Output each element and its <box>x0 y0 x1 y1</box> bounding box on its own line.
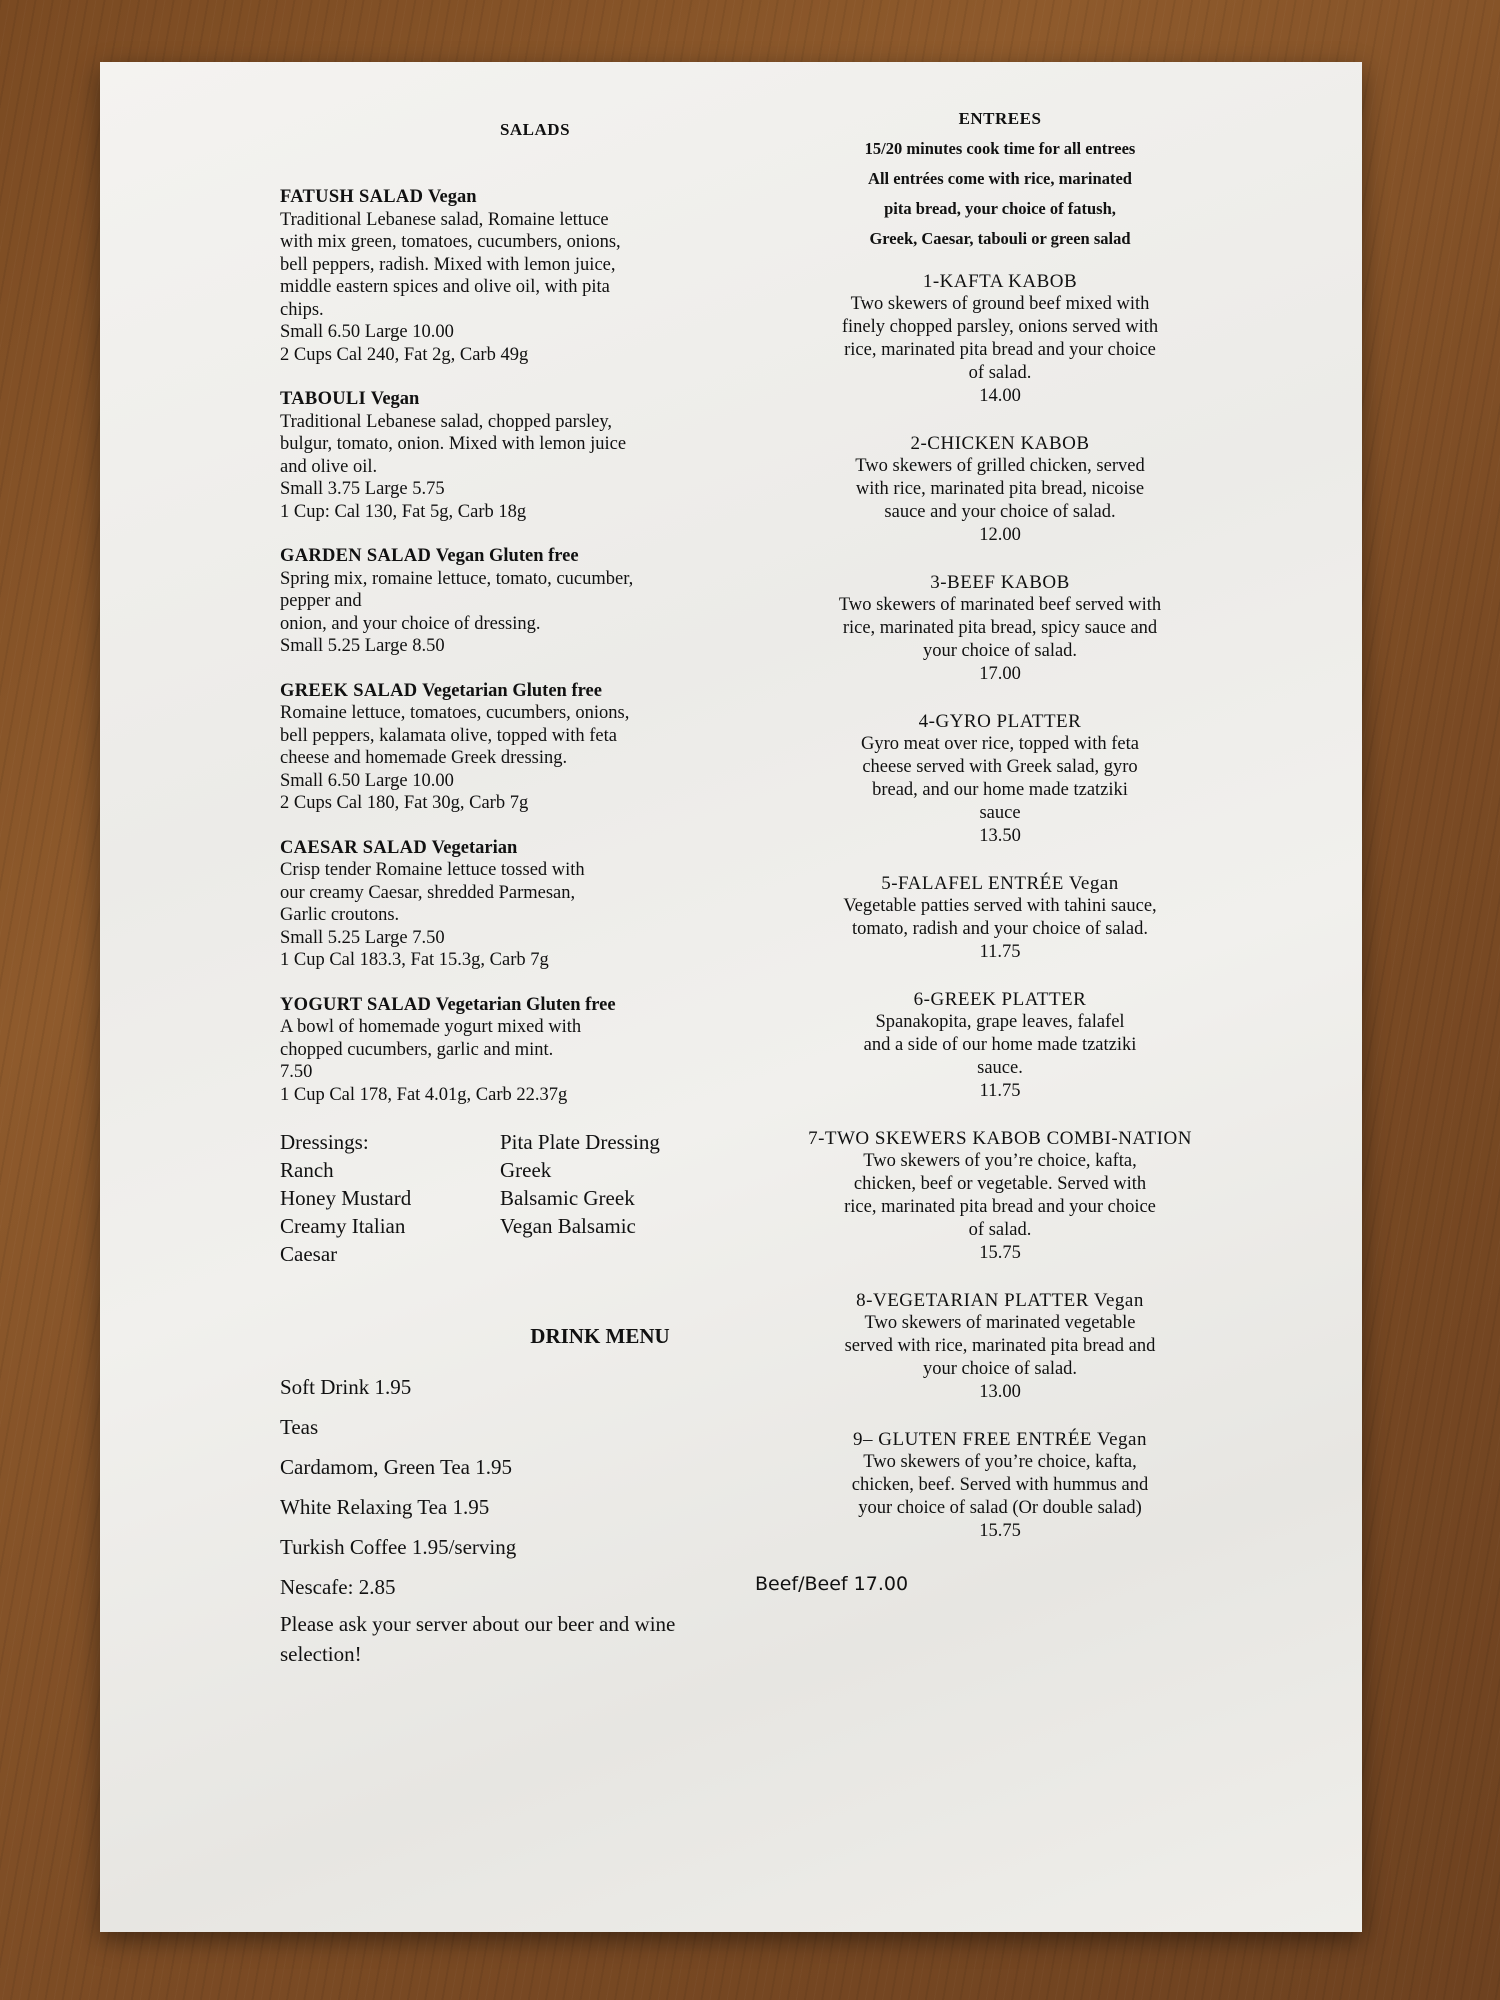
drink-item: Teas <box>280 1415 319 1439</box>
dressing-item: Honey Mustard <box>280 1186 412 1210</box>
salad-tags: Vegetarian Gluten free <box>435 994 616 1015</box>
entree-line: bread, and our home made tzatziki <box>872 780 1128 800</box>
entree-line: tomato, radish and your choice of salad. <box>852 919 1148 939</box>
beer-wine-note: Please ask your server about our beer and wine selection! <box>280 1612 676 1666</box>
entree-item <box>755 710 1245 848</box>
dressing-item: Dressings: <box>280 1130 369 1154</box>
salad-line: chips. <box>280 299 324 320</box>
salad-line: Traditional Lebanese salad, Romaine lettuce <box>280 209 609 230</box>
entree-heading <box>755 710 1245 733</box>
salad-line: Crisp tender Romaine lettuce tossed with <box>280 860 585 880</box>
entree-line: 13.50 <box>979 826 1021 846</box>
salad-line: 2 Cups Cal 180, Fat 30g, Carb 7g <box>280 793 529 813</box>
entree-line: Vegetable patties served with tahini sauce, <box>843 896 1157 916</box>
entree-line: Gyro meat over rice, topped with feta <box>861 734 1139 754</box>
salad-line: Traditional Lebanese salad, chopped parsley, <box>280 411 613 432</box>
entree-name: 3-BEEF KABOB <box>930 572 1070 593</box>
entree-tag: Vegan <box>1093 1290 1144 1311</box>
salad-line: Small 6.50 Large 10.00 <box>280 322 454 342</box>
salad-tags: Vegetarian Gluten free <box>422 680 602 701</box>
entree-heading <box>755 872 1245 895</box>
salad-name: TABOULI <box>280 389 367 409</box>
entree-heading <box>755 432 1245 455</box>
entree-tag: Vegan <box>1096 1429 1147 1450</box>
dressing-item: Caesar <box>280 1242 338 1266</box>
dressing-item: Creamy Italian <box>280 1214 406 1238</box>
salad-tags: Vegan <box>427 187 477 207</box>
entree-line: Two skewers of ground beef mixed with <box>850 294 1150 314</box>
entree-item <box>755 571 1245 686</box>
entree-name: 2-CHICKEN KABOB <box>910 433 1090 454</box>
salad-name: YOGURT SALAD <box>280 994 432 1015</box>
salad-line: bulgur, tomato, onion. Mixed with lemon juice <box>280 434 627 454</box>
salad-name: CAESAR SALAD <box>280 837 428 858</box>
salad-line: onion, and your choice of dressing. <box>280 613 541 634</box>
entree-line: 15.75 <box>979 1521 1021 1541</box>
entree-name: 1-KAFTA KABOB <box>922 271 1078 292</box>
entree-name: 7-TWO SKEWERS KABOB COMBI-NATION <box>808 1128 1192 1149</box>
entree-item <box>755 1289 1245 1404</box>
entrees-title: ENTREES <box>958 109 1042 128</box>
entree-tag: Vegan <box>1068 873 1119 894</box>
entree-line: served with rice, marinated pita bread and <box>844 1336 1156 1356</box>
entree-line: finely chopped parsley, onions served with <box>841 317 1159 337</box>
entree-line: of salad. <box>968 363 1032 383</box>
entree-list <box>755 270 1245 1543</box>
entree-line: sauce <box>979 803 1021 823</box>
dressing-item: Balsamic Greek <box>500 1186 635 1210</box>
salad-name: FATUSH SALAD <box>280 187 424 207</box>
dressings-column-2 <box>500 1128 720 1268</box>
salad-line: Small 5.25 Large 8.50 <box>280 636 445 656</box>
entree-name: 6-GREEK PLATTER <box>913 989 1087 1010</box>
entree-line: 12.00 <box>979 525 1021 545</box>
dressing-item: Greek <box>500 1158 552 1182</box>
entree-line: Two skewers of marinated vegetable <box>864 1313 1136 1333</box>
entree-item <box>755 1428 1245 1543</box>
salad-line: 7.50 <box>280 1062 313 1082</box>
dressing-item: Ranch <box>280 1158 334 1182</box>
salad-line: bell peppers, kalamata olive, topped with feta <box>280 725 617 746</box>
salads-title: SALADS <box>499 120 571 139</box>
salad-line: 1 Cup Cal 183.3, Fat 15.3g, Carb 7g <box>280 950 549 970</box>
salad-line: Small 6.50 Large 10.00 <box>280 770 454 791</box>
salad-line: and olive oil. <box>280 456 378 477</box>
entree-name: 9– GLUTEN FREE ENTRÉE <box>853 1429 1093 1450</box>
entree-line: rice, marinated pita bread, spicy sauce and <box>842 618 1158 638</box>
entree-headers <box>755 134 1245 254</box>
salad-line: Small 5.25 Large 7.50 <box>280 927 445 948</box>
entree-heading <box>755 270 1245 293</box>
entree-line: 11.75 <box>979 1081 1021 1101</box>
salad-line: Romaine lettuce, tomatoes, cucumbers, onions, <box>280 703 630 723</box>
entree-item <box>755 1127 1245 1265</box>
entree-name: 4-GYRO PLATTER <box>918 711 1082 732</box>
salad-name: GARDEN SALAD <box>280 546 432 566</box>
entree-line: Two skewers of you’re choice, kafta, <box>863 1151 1137 1171</box>
entree-heading <box>755 1289 1245 1312</box>
entree-line: your choice of salad. <box>922 641 1078 661</box>
salad-name: GREEK SALAD <box>280 680 418 701</box>
entree-line: of salad. <box>968 1220 1032 1240</box>
entree-name: 8-VEGETARIAN PLATTER <box>856 1290 1089 1311</box>
salad-line: A bowl of homemade yogurt mixed with <box>280 1017 582 1037</box>
dressing-item: Pita Plate Dressing <box>500 1130 660 1154</box>
entree-line: chicken, beef or vegetable. Served with <box>853 1174 1147 1194</box>
salad-line: pepper and <box>280 591 362 611</box>
entree-note: 15/20 minutes cook time for all entrees <box>864 139 1136 158</box>
entree-line: cheese served with Greek salad, gyro <box>862 757 1138 777</box>
drink-item: Cardamom, Green Tea 1.95 <box>280 1455 512 1479</box>
salad-line: Spring mix, romaine lettuce, tomato, cucumber, <box>280 568 634 589</box>
menu-sheet <box>100 62 1362 1932</box>
entree-line: sauce. <box>977 1058 1023 1078</box>
entree-name: 5-FALAFEL ENTRÉE <box>881 873 1064 894</box>
entree-line: and a side of our home made tzatziki <box>863 1035 1137 1055</box>
dressing-item: Vegan Balsamic <box>500 1214 636 1238</box>
entree-note: pita bread, your choice of fatush, <box>884 199 1116 218</box>
salad-line: our creamy Caesar, shredded Parmesan, <box>280 882 576 903</box>
entree-item <box>755 270 1245 408</box>
drink-item: White Relaxing Tea 1.95 <box>280 1495 490 1519</box>
drink-item: Turkish Coffee 1.95/serving <box>280 1535 517 1559</box>
entree-line: chicken, beef. Served with hummus and <box>851 1475 1149 1495</box>
entree-line: your choice of salad. <box>922 1359 1078 1379</box>
entree-line: 17.00 <box>979 664 1021 684</box>
entree-line: 11.75 <box>979 942 1021 962</box>
entree-item <box>755 988 1245 1103</box>
salad-line: 1 Cup Cal 178, Fat 4.01g, Carb 22.37g <box>280 1084 568 1105</box>
drink-menu-title: DRINK MENU <box>530 1324 670 1348</box>
salad-tags: Vegetarian <box>431 837 518 858</box>
entree-line: Spanakopita, grape leaves, falafel <box>875 1012 1125 1032</box>
right-column <box>755 104 1245 1595</box>
salad-line: chopped cucumbers, garlic and mint. <box>280 1039 554 1060</box>
entree-line: rice, marinated pita bread and your choice <box>844 1197 1156 1217</box>
dressings-column-1 <box>280 1128 500 1268</box>
entree-item <box>755 872 1245 964</box>
salad-line: with mix green, tomatoes, cucumbers, onions, <box>280 232 621 252</box>
entree-note: All entrées come with rice, marinated <box>868 169 1132 188</box>
salad-line: cheese and homemade Greek dressing. <box>280 748 568 768</box>
salad-line: 1 Cup: Cal 130, Fat 5g, Carb 18g <box>280 501 527 522</box>
salad-line: bell peppers, radish. Mixed with lemon juice, <box>280 254 616 275</box>
entree-line: your choice of salad (Or double salad) <box>858 1498 1142 1518</box>
entree-line: with rice, marinated pita bread, nicoise <box>855 479 1145 499</box>
entree-line: Two skewers of grilled chicken, served <box>855 456 1145 476</box>
salad-line: middle eastern spices and olive oil, with pita <box>280 277 610 297</box>
salad-line: Garlic croutons. <box>280 905 400 925</box>
entree-heading <box>755 988 1245 1011</box>
salad-line: 2 Cups Cal 240, Fat 2g, Carb 49g <box>280 344 529 365</box>
salad-tags: Vegan Gluten free <box>435 546 579 566</box>
entree-line: sauce and your choice of salad. <box>884 502 1116 522</box>
beef-beef-price: Beef/Beef 17.00 <box>755 1573 909 1595</box>
drink-item: Nescafe: 2.85 <box>280 1575 396 1599</box>
salad-line: Small 3.75 Large 5.75 <box>280 479 445 499</box>
entree-line: 13.00 <box>979 1382 1021 1402</box>
entree-line: rice, marinated pita bread and your choice <box>844 340 1156 360</box>
entree-heading <box>755 1428 1245 1451</box>
entree-heading <box>755 571 1245 594</box>
drink-item: Soft Drink 1.95 <box>280 1375 412 1399</box>
entree-heading <box>755 1127 1245 1150</box>
entree-line: Two skewers of marinated beef served with <box>838 595 1162 615</box>
entree-line: 14.00 <box>979 386 1021 406</box>
entree-item <box>755 432 1245 547</box>
entree-line: 15.75 <box>979 1243 1021 1263</box>
entree-note: Greek, Caesar, tabouli or green salad <box>869 229 1131 248</box>
entree-line: Two skewers of you’re choice, kafta, <box>863 1452 1137 1472</box>
salad-tags: Vegan <box>370 389 420 409</box>
